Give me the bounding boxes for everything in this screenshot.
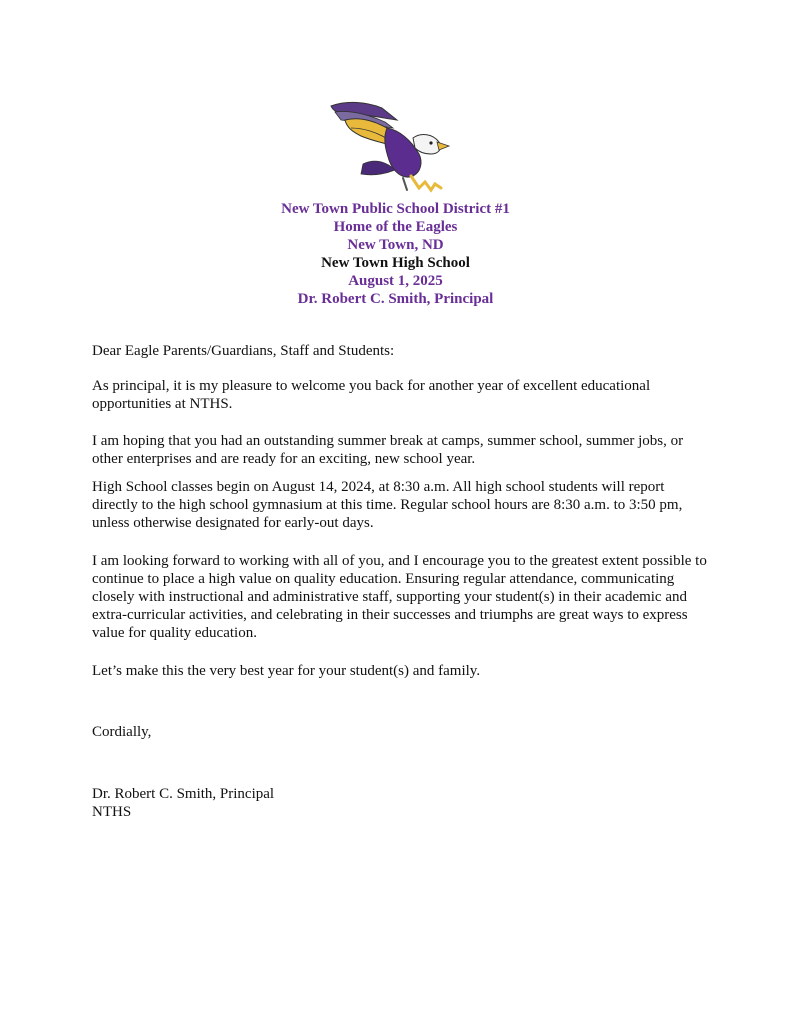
salutation: Dear Eagle Parents/Guardians, Staff and Students: [92,343,395,359]
paragraph-schedule: High School classes begin on August 14, 2024, at 8:30 a.m. All high school students will report directly to the high school gymnasium at this time. Regular school hours are 8:30 a.m. to 3:50 pm, unless otherwise designated for early-out days. [92,479,683,532]
eagle-talons [411,176,441,190]
school-name: New Town High School [321,255,470,271]
district-name: New Town Public School District #1 [281,201,510,217]
letter-body [92,342,712,821]
eagle-logo-icon [327,98,459,194]
closing: Cordially, [92,723,152,740]
paragraph-welcome: As principal, it is my pleasure to welcome you back for another year of excellent educational opportunities at NTHS. [92,378,651,413]
paragraph-encouragement: I am looking forward to working with all of you, and I encourage you to the greatest extent possible to continue to place a high value on quality education. Ensuring regular attendance, communicating closely with instructional and administrative staff, supporting your student(s) in their academic and extra-curricular activities, and celebrating in their successes and triumphs are great ways to express value for quality education. [92,552,707,642]
signature-org: NTHS [92,804,132,821]
paragraph-summer: I am hoping that you had an outstanding summer break at camps, summer school, summer jobs, or other enterprises and are ready for an exciting, new school year. [92,432,684,467]
letter-date: August 1, 2025 [348,273,443,289]
letterhead [0,200,791,308]
school-location: New Town, ND [347,237,444,253]
paragraph-best-year: Let’s make this the very best year for your student(s) and family. [92,662,481,679]
school-motto: Home of the Eagles [333,219,458,235]
signature-name: Dr. Robert C. Smith, Principal [92,786,275,803]
principal-name-header: Dr. Robert C. Smith, Principal [297,291,494,307]
